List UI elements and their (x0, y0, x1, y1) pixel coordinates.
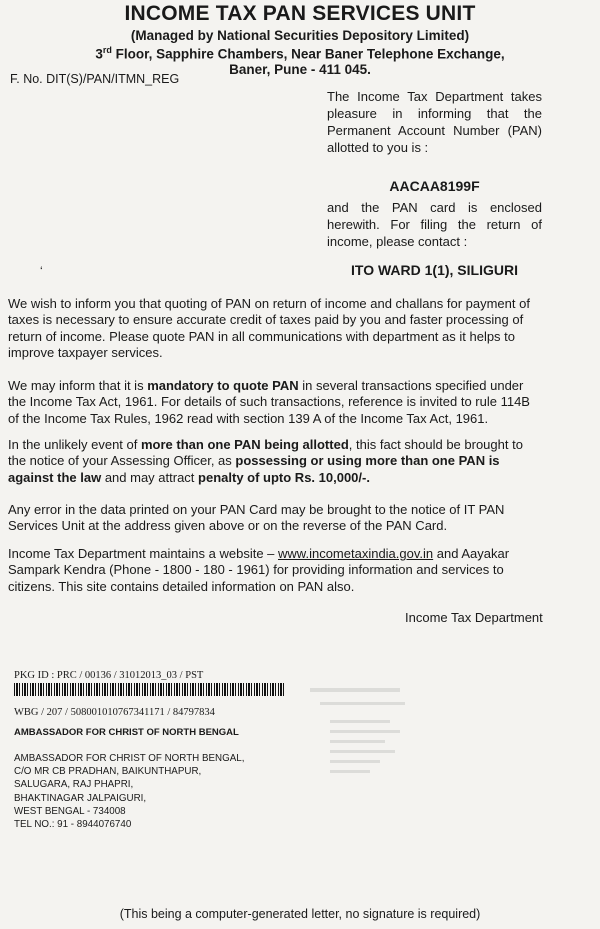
addressee-heading: AMBASSADOR FOR CHRIST OF NORTH BENGAL (14, 727, 239, 738)
paragraph-quote-pan: We wish to inform you that quoting of PAN on return of income and challans for payment of taxes is necessary to ensure accurate credit of taxes paid by you and faster processing of return of income. Please quote PAN in all communications with department as it helps to improve taxpayer services. (8, 296, 530, 361)
website-link[interactable]: www.incometaxindia.gov.in (278, 546, 434, 561)
paragraph-errors: Any error in the data printed on your PAN Card may be brought to the notice of IT PAN Services Unit at the address given above or on the reverse of the PAN Card. (8, 502, 505, 534)
file-number: F. No. DIT(S)/PAN/ITMN_REG (10, 72, 180, 86)
city-line: Baner, Pune - 411 045. (229, 62, 371, 77)
footer-note: (This being a computer-generated letter, no signature is required) (119, 907, 481, 921)
address-line: WEST BENGAL - 734008 (14, 805, 126, 817)
address-line: 3rd Floor, Sapphire Chambers, Near Baner Telephone Exchange, (95, 45, 505, 62)
stray-mark: ‘ (40, 264, 43, 278)
address-line: C/O MR CB PRADHAN, BAIKUNTHAPUR, (14, 766, 202, 778)
address-line: SALUGARA, RAJ PHAPRI, (14, 779, 134, 791)
intro-text: The Income Tax Department takes pleasure in informing that the Permanent Account Number (PAN) allotted to you is : (327, 89, 542, 155)
barcode (14, 683, 286, 696)
signature-line: Income Tax Department (405, 610, 543, 625)
paragraph-duplicate-pan: In the unlikely event of more than one PAN being allotted, this fact should be brought to the notice of your Assessing Officer, as possessing or using more than one PAN is against the law and may attract penalty of upto Rs. 10,000/-. (8, 437, 523, 485)
letter-title: INCOME TAX PAN SERVICES UNIT (124, 2, 476, 25)
address-line: AMBASSADOR FOR CHRIST OF NORTH BENGAL, (14, 753, 245, 764)
address-line: BHAKTINAGAR JALPAIGURI, (14, 792, 147, 804)
show-through-bleed (300, 680, 430, 800)
package-id: PKG ID : PRC / 00136 / 31012013_03 / PST (14, 670, 204, 681)
paragraph-mandatory: We may inform that it is mandatory to quote PAN in several transactions specified under the Income Tax Act, 1961. For details of such transactions, reference is invited to rule 114B of the Income Tax Rules, 1962 read with section 139 A of the Income Tax Act, 1961. (8, 378, 530, 426)
pan-number: AACAA8199F (389, 178, 480, 194)
managed-by-line: (Managed by National Securities Depository Limited) (130, 28, 470, 43)
paragraph-website: Income Tax Department maintains a website – www.incometaxindia.gov.in and Aayakar Sampark Kendra (Phone - 1800 - 180 - 1961) for providing information and services to citizens. This site contains detailed information on PAN also. (8, 546, 510, 594)
mailing-address (14, 752, 244, 831)
ito-ward: ITO WARD 1(1), SILIGURI (351, 262, 518, 278)
address-line: TEL NO.: 91 - 8944076740 (14, 819, 132, 831)
tracking-number: WBG / 207 / 508001010767341171 / 84797834 (14, 707, 215, 718)
enclosure-text: and the PAN card is enclosed herewith. For filing the return of income, please contact : (327, 200, 542, 249)
